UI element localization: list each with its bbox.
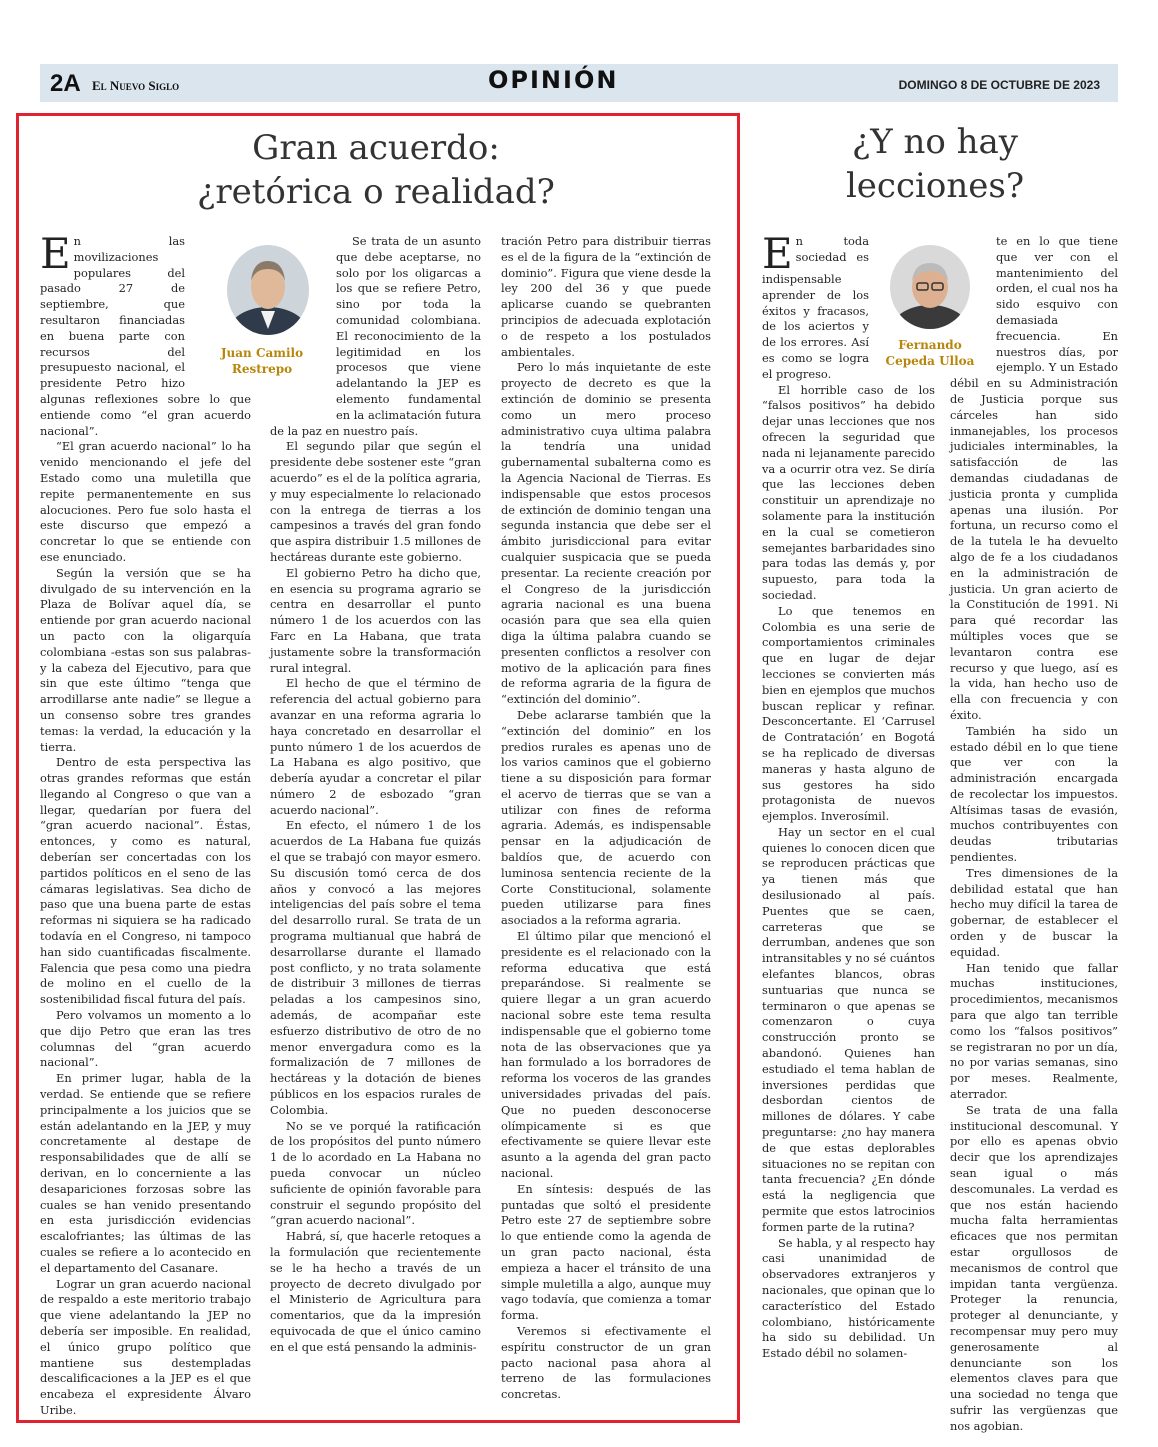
paragraph: “El gran acuerdo nacional” lo ha venido mencionando el jefe del Estado como una muletilla que repite permanentemente en sus alocuciones. Pero fue solo hasta el este discurso que empezó a concretar lo que se entiende con ese enunciado. xyxy=(40,439,251,564)
photo-spacer xyxy=(950,234,996,374)
paragraph: Debe aclararse también que la “extinción del dominio” en los predios rurales es apenas uno de los varios caminos que el gobierno tiene a su disposición para formar el acervo de tierras que se van a utilizar con fines de reforma agraria. Además, es indispensable pensar en la adjudicación de baldíos que, de acuerdo con luminosa sentencia reciente de la Corte Constitucional, solamente pueden utilizarse para fines asociados a la reforma agraria. xyxy=(501,707,711,928)
paragraph: Dentro de esta perspectiva las otras grandes reformas que están llegando al Congreso o que van a llegar, quedarían por fuera del “gran acuerdo nacional”. Éstas, entonces, y como es natural, deberían ser concertadas con los partidos políticos en el seno de las cámaras legislativas. Sea dicho de paso que una buena parte de estas reformas ni siquiera se ha radicado todavía en el Congreso, ni tampoco han sido cuantificadas fiscalmente. Falencia que pesa como una piedra de molino en el cuello de la sostenibilidad fiscal futura del país. xyxy=(40,755,251,1007)
paragraph: Han tenido que fallar muchas instituciones, procedimientos, mecanismos para que algo tan terrible como los “falsos positivos” se registraran no por un día, no por varias semanas, sino por meses. Realmente, aterrador. xyxy=(950,960,1118,1102)
paragraph: tración Petro para distribuir tierras es el de la figura de la “extinción de dominio”. Figura que viene desde la ley 200 del 36 y que puede aplicarse cuando se quebranten principios de adecuada explotación o de respeto a los postulados ambientales. xyxy=(501,234,711,359)
newspaper-name: El Nuevo Siglo xyxy=(92,78,180,93)
paragraph: El horrible caso de los “falsos positivos” ha debido dejar unas lecciones que nos ofrecen la seguridad que nada ni lejanamente parecido va a ocurrir otra vez. Se diría que las lecciones deben constituir un aprendizaje no solamente para la institución en la cual se cometieron semejantes barbaridades sino para todas las demás y, por supuesto, para toda la sociedad. xyxy=(762,382,935,602)
article1-title xyxy=(24,126,728,214)
paragraph: Habrá, sí, que hacerle retoques a la formulación que recientemente se le ha hecho a través de un proyecto de decreto divulgado por el Ministerio de Agricultura para comentarios, que da la impresión equivocada de que el único camino en el que está pensando la adminis- xyxy=(270,1229,481,1354)
paragraph: El gobierno Petro ha dicho que, en esencia su programa agrario se centra en desarrollar el punto número 1 de los acuerdos con las Farc en La Habana, que trata justamente sobre la transformación rural integral. xyxy=(270,565,481,675)
drop-cap: E xyxy=(40,229,71,278)
paragraph: Hay un sector en el cual quienes lo conocen dicen que se reproducen prácticas que ya tienen más que desilusionado al país. Puentes que se caen, carreteras que se derrumban, andenes que son intransitables y no sé cuántos elefantes blancos, obras suntuarias que nunca se terminaron o que apenas se comenzaron o cuya construcción pronto se abandonó. Quienes han estudiado el tema hablan de inversiones perdidas que desbordan cientos de millones de dólares. Y cabe preguntarse: ¿no hay manera de que estas deplorables situaciones no se repitan con tanta frecuencia? ¿En dónde está la negligencia que permite que estos latrocinios formen parte de la rutina? xyxy=(762,824,935,1234)
author-last-name: Cepeda Ulloa xyxy=(885,354,975,368)
paragraph: Según la versión que se ha divulgado de su intervención en la Plaza de Bolívar aquel día, se entiende por gran acuerdo nacional un pacto con la oligarquía colombiana -estas son sus palabras- y la cabeza del Ejecutivo, para que sin que este último “tenga que arrodillarse ante nadie” se llegue a un consenso sobre tres grandes temas: la verdad, la educación y la tierra. xyxy=(40,565,251,754)
paragraph: Veremos si efectivamente el espíritu constructor de un gran pacto nacional pasa ahora al terreno de las formulaciones concretas. xyxy=(501,1323,711,1402)
paragraph: El último pilar que mencionó el presidente es el relacionado con la reforma educativa que está preparándose. Si realmente se quiere llegar a un gran acuerdo nacional sobre este tema resulta indispensable que el gobierno tome nota de las observaciones que ya han formulado a los borradores de reforma los voceros de las grandes universidades privadas del país. Que no pueden desconocerse olímpicamente si es que efectivamente se quiere llevar este asunto a la agenda del gran pacto nacional. xyxy=(501,929,711,1181)
paragraph: Se trata de un asunto que debe aceptarse, no solo por los oligarcas a los que se refiere Petro, sino por toda la comunidad colombiana. El reconocimiento de la legitimidad en los procesos que viene adelantando la JEP es elemento fundamental en la aclimatación futura de la paz en nuestro país. xyxy=(270,234,481,438)
article1-title-line2: ¿retórica o realidad? xyxy=(197,172,555,212)
paragraph: No se ve porqué la ratificación de los propósitos del punto número 1 de lo acordado en La Habana no pueda convocar un núcleo suficiente de opinión favorable para construir el segundo propósito del “gran acuerdo nacional”. xyxy=(270,1118,481,1228)
section-title: OPINIÓN xyxy=(488,66,619,94)
page-number: 2A xyxy=(50,70,81,97)
paragraph: Lograr un gran acuerdo nacional de respaldo a este meritorio trabajo que viene adelantando la JEP no debería ser imposible. En realidad, el único grupo político que mantiene sus destempladas descalificaciones a la JEP es el que encabeza el expresidente Álvaro Uribe. xyxy=(40,1276,251,1417)
author-first-name: Fernando xyxy=(898,338,962,352)
author-last-name: Restrepo xyxy=(231,362,293,376)
article1-title-line1: Gran acuerdo: xyxy=(252,128,500,168)
photo-spacer xyxy=(270,234,336,419)
paragraph: El hecho de que el término de referencia del actual gobierno para avanzar en una reforma agraria lo haya concretado en desarrollar el punto número 1 de los acuerdos de La Habana es algo positivo, que debería ayudar a concretar el pilar número 2 de esbozado “gran acuerdo nacional”. xyxy=(270,676,481,817)
paragraph: En efecto, el número 1 de los acuerdos de La Habana fue quizás el que se trabajó con mayor esmero. Su discusión tomó cerca de dos años y convocó a las mejores inteligencias del país sobre el tema del desarrollo rural. Se trata de un programa multianual que habrá de desarrollarse durante el llamado post conflicto, y no trata solamente de distribuir 3 millones de tierras peladas a los campesinos sino, además, de acompañar este esfuerzo distributivo de otro de no menor envergadura como es la formalización de 7 millones de hectáreas y la dotación de bienes públicos en los espacios rurales de Colombia. xyxy=(270,818,481,1117)
article2-column-2 xyxy=(950,234,1118,1435)
paragraph: En primer lugar, habla de la verdad. Se entiende que se refiere principalmente a los juicios que se están adelantando en la JEP, y muy concretamente al destape de responsabilidades que de allí se derivan, en lo concerniente a las desapariciones forzosas sobre las cuales se han venido presentando en esta jurisdicción evidencias escalofriantes; las últimas de las cuales se refiere a lo acontecido en el departamento del Casanare. xyxy=(40,1071,251,1275)
photo-spacer xyxy=(185,234,251,384)
paragraph: Pero volvamos un momento a lo que dijo Petro que eran las tres columnas del “gran acuerdo nacional”. xyxy=(40,1008,251,1070)
article2-title-line2: lecciones? xyxy=(845,166,1025,206)
article2-title-line1: ¿Y no hay xyxy=(851,122,1019,162)
paragraph: Lo que tenemos en Colombia es una serie de comportamientos criminales que en lugar de dejar lecciones se convierten más bien en ejemplos que muchos buscan replicar y refinar. Desconcertante. El ‘Carrusel de Contratación’ en Bogotá se ha replicado de diversas maneras y hasta alguno de sus gestores ha sido protagonista de nuevos ejemplos. Inverosímil. xyxy=(762,603,935,824)
paragraph: te en lo que tiene que ver con el mantenimiento del orden, el cual nos ha sido esquivo con demasiada frecuencia. En nuestros días, por ejemplo. Y un Estado débil en su Administración de Justicia porque sus cárceles han sido inmanejables, los procesos judiciales interminables, la satisfacción de las demandas ciudadanas de justicia pronta y cumplida apenas una ilusión. Por fortuna, un recurso como el de la tutela le ha devuelto algo de fe a los ciudadanos en la administración de justicia. Un gran acierto de la Constitución de 1991. Ni para qué recordar las múltiples voces que se levantaron contra ese recurso y que luego, así es la vida, han hecho uso de ella con frecuencia y con éxito. xyxy=(950,234,1118,722)
paragraph: Se habla, y al respecto hay casi unanimidad de observadores extranjeros y nacionales, que opinan que lo característico del Estado colombiano, históricamente ha sido su debilidad. Un Estado débil no solamen- xyxy=(762,1235,935,1361)
paragraph: n toda sociedad es indispensable aprender de los éxitos y fracasos, de los aciertos y de los errores. Así es como se logra el progreso. xyxy=(762,234,869,381)
article1-column-3 xyxy=(501,234,711,1403)
author-first-name: Juan Camilo xyxy=(220,346,304,360)
article2-column-1 xyxy=(762,229,935,1362)
issue-date: DOMINGO 8 DE OCTUBRE DE 2023 xyxy=(898,78,1100,92)
article1-column-2 xyxy=(270,234,481,1356)
paragraph: El segundo pilar que según el presidente debe sostener este “gran acuerdo” es el de la política agraria, y muy especialmente lo relacionado con la entrega de tierras a los campesinos a través del gran fondo que aspira distribuir 1.5 millones de hectáreas durante este gobierno. xyxy=(270,439,481,564)
paragraph: Tres dimensiones de la debilidad estatal que han hecho muy difícil la tarea de gobernar, de establecer el orden y de buscar la equidad. xyxy=(950,865,1118,959)
article2-title xyxy=(752,120,1118,208)
article1-column-1 xyxy=(40,229,251,1419)
paragraph: n las movilizaciones populares del pasado 27 de septiembre, que resultaron financiadas en buena parte con recursos del presupuesto nacional, el presidente Petro hizo algunas reflexiones sobre lo que entiende como “el gran acuerdo nacional”. xyxy=(40,234,251,438)
paragraph: En síntesis: después de las puntadas que soltó el presidente Petro este 27 de septiembre sobre lo que entiende como la agenda de un gran pacto nacional, ésta empieza a hacer el tránsito de una simple muletilla a algo, aunque muy vago todavía, que comienza a tomar forma. xyxy=(501,1181,711,1323)
paragraph: Pero lo más inquietante de este proyecto de decreto es que la extinción de dominio se presenta como un mero proceso administrativo cuya ultima palabra la tendría una unidad gubernamental subalterna como es la Agencia Nacional de Tierras. Es indispensable que estos procesos de extinción de dominio tengan una segunda instancia que debe ser el ámbito jurisdiccional para evitar cualquier suspicacia que se pueda presentar. La reciente creación por el Congreso de la jurisdicción agraria nacional es una buena ocasión para que sea ella quien diga la última palabra cuando se presenten conflictos a resolver con motivo de la aplicación para fines de reforma agraria de la figura de “extinción del dominio”. xyxy=(501,360,711,707)
drop-cap: E xyxy=(762,229,793,278)
paragraph: También ha sido un estado débil en lo que tiene que ver con la administración encargada de recolectar los impuestos. Altísimas tasas de evasión, muchos contribuyentes con deudas tributarias pendientes. xyxy=(950,723,1118,865)
page-header xyxy=(40,64,1118,102)
photo-spacer xyxy=(869,234,935,379)
paragraph: Se trata de una falla institucional descomunal. Y por ello es apenas obvio decir que los aprendizajes sean igual o más descomunales. La verdad es que nos están haciendo mucha falta herramientas eficaces que nos permitan estar orgullosos de mecanismos de control que impidan tanta vergüenza. Proteger la renuncia, proteger al denunciante, y recompensar muy pero muy generosamente al denunciante son los elementos claves para que una sociedad no tenga que sufrir las vergüenzas que nos agobian. xyxy=(950,1102,1118,1433)
